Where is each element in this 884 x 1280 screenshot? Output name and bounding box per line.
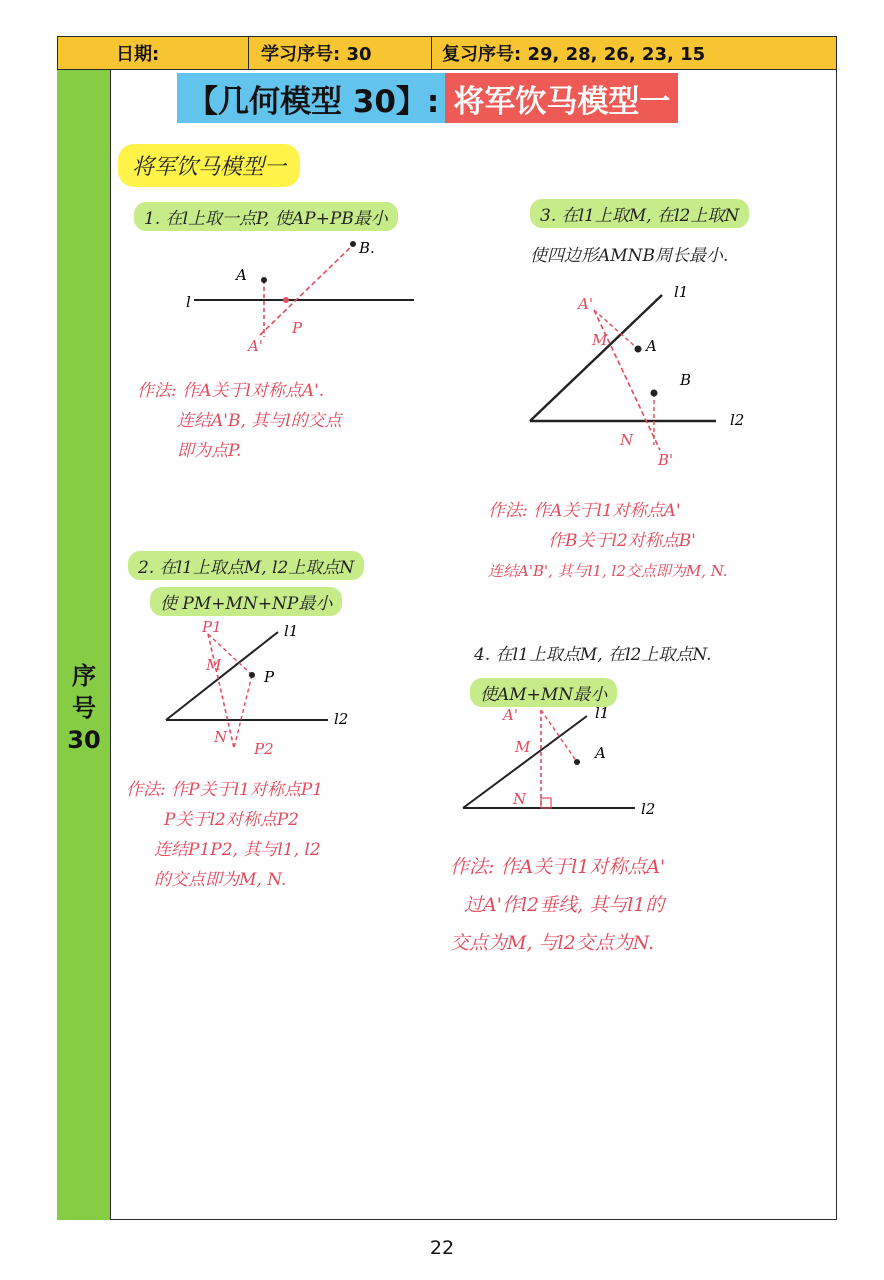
s1-label-a-prime: A'	[248, 337, 263, 355]
s1-label-l: l	[186, 293, 191, 311]
s4-label-l2: l2	[641, 800, 656, 818]
s2-heading-line1: 2. 在l1上取点M, l2上取点N	[128, 551, 364, 580]
date-field: 日期:	[58, 37, 249, 69]
s1-connector	[260, 243, 355, 335]
s2-method: 作法: 作P关于l1对称点P1 P关于l2对称点P2 连结P1P2, 其与l1, l2 的交点即为M, N.	[126, 780, 324, 890]
handwritten-title: 将军饮马模型一	[118, 144, 300, 187]
title-model-number: 【几何模型 30】:	[177, 73, 445, 123]
s3-label-b-prime: B'	[658, 451, 674, 469]
s3-label-l1: l1	[674, 283, 689, 301]
s3-diagram	[520, 275, 780, 475]
header-bar	[57, 36, 837, 70]
s4-label-m: M	[515, 738, 531, 756]
page-number: 22	[429, 1237, 455, 1259]
s4-point-a	[574, 759, 580, 765]
s2-heading-line2: 使 PM+MN+NP最小	[150, 587, 342, 616]
s4-diagram	[455, 700, 695, 820]
s3-label-n: N	[620, 431, 634, 449]
s3-label-b: B	[680, 371, 692, 389]
s2-label-l1: l1	[284, 622, 299, 640]
s1-point-b	[350, 241, 356, 247]
s2-point-p	[249, 672, 255, 678]
study-number: 学习序号: 30	[249, 37, 432, 69]
s4-label-a: A	[595, 744, 606, 762]
s3-label-m: M	[592, 331, 608, 349]
s4-label-n: N	[513, 790, 527, 808]
s2-line-l1	[166, 632, 278, 720]
s2-label-m: M	[206, 656, 222, 674]
s3-point-b	[651, 390, 658, 397]
s1-label-p: P	[292, 319, 303, 337]
s3-point-a	[635, 346, 642, 353]
sequence-label: 序 号 30	[67, 662, 101, 754]
s4-heading-line2: 使AM+MN最小	[470, 678, 617, 707]
s3-label-a: A	[646, 337, 657, 355]
s3-heading-line1: 3. 在l1上取M, 在l2上取N	[530, 199, 749, 228]
s1-label-b: B.	[359, 239, 375, 257]
s4-label-l1: l1	[595, 704, 610, 722]
page-title	[177, 73, 678, 123]
s4-right-angle	[541, 798, 551, 808]
s2-label-l2: l2	[334, 710, 349, 728]
s2-label-p2: P2	[254, 740, 274, 758]
s2-diagram	[160, 620, 360, 770]
s1-point-a	[261, 277, 267, 283]
title-model-name: 将军饮马模型一	[445, 73, 678, 123]
s3-method: 作法: 作A关于l1对称点A' 作B关于l2对称点B' 连结A'B', 其与l1, l2交点即为M, N.	[488, 501, 728, 580]
s3-heading-line2: 使四边形AMNB周长最小.	[530, 246, 729, 266]
side-bar	[57, 70, 111, 1220]
s1-method: 作法: 作A关于l对称点A'. 连结A'B, 其与l的交点 即为点P.	[137, 381, 342, 461]
review-numbers: 复习序号: 29, 28, 26, 23, 15	[442, 44, 706, 65]
s1-heading: 1. 在l上取一点P, 使AP+PB最小	[134, 202, 398, 231]
s4-heading-line1: 4. 在l1上取点M, 在l2上取点N.	[474, 645, 712, 665]
s2-label-p1: P1	[202, 618, 222, 636]
s4-label-a-prime: A'	[503, 706, 518, 724]
s4-method: 作法: 作A关于l1对称点A' 过A'作l2垂线, 其与l1的 交点为M, 与l2交点为N.	[450, 856, 666, 954]
s4-perp-a	[541, 710, 577, 762]
s1-diagram	[160, 225, 430, 355]
s3-label-l2: l2	[730, 411, 745, 429]
s2-label-n: N	[214, 728, 228, 746]
s1-label-a: A	[236, 266, 247, 284]
s2-label-p: P	[264, 668, 275, 686]
s1-point-p	[283, 297, 289, 303]
s2-perp-2	[234, 675, 252, 748]
s3-label-a-prime: A'	[578, 295, 593, 313]
